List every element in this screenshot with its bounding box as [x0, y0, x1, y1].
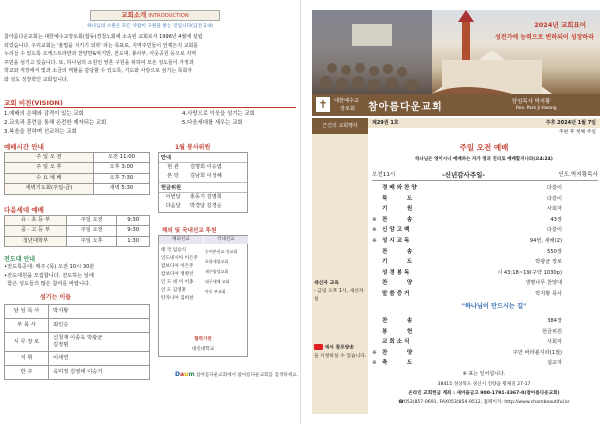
order-name: 묵 도 [382, 195, 413, 202]
vol-people: 김명희 이승엽 [190, 164, 222, 170]
evangelism-line: •전도특공대: 매주 (목) 오전 10시 30분 [4, 264, 95, 270]
elders-title: 섬기는 이들 [40, 294, 72, 301]
order-item [372, 337, 598, 348]
youtube-notice [314, 344, 368, 361]
order-name: 찬 양 [382, 349, 413, 356]
dept-hour: 9:30 [117, 216, 150, 226]
table-row [159, 202, 247, 211]
dept-name: 유 · 초 등 부 [5, 216, 67, 226]
table-row [5, 352, 150, 366]
order-item [372, 348, 598, 359]
evangelism-title: 전도대 안내 [4, 256, 36, 263]
stand-mark: ※ [372, 237, 377, 244]
order-item [372, 215, 598, 226]
intro-paragraph [4, 33, 296, 85]
order-name: 찬 송 [382, 248, 413, 255]
table-row [5, 173, 150, 183]
new-year-title: 새신자 교육 [314, 281, 339, 286]
dept-hour: 9:30 [117, 226, 150, 236]
worship-name: 주 일 오 후 [5, 163, 94, 173]
intro-line: 누리실 수 있도록 오케스트라반과 찬양반&악기반, 전도대, 봉사부, 아웃공원 등으로 지역 [4, 51, 197, 58]
bulletin-left-col [312, 118, 368, 414]
order-name: 교 회 소 식 [382, 339, 410, 346]
worship-name: 새벽기도회(주일-금) [5, 184, 94, 194]
order-who: 사회자 [546, 339, 562, 346]
table-row [5, 216, 150, 226]
order-of-worship [372, 183, 598, 300]
dept-hour: 1:30 [117, 236, 150, 246]
mission-item: 대구새에 교회 [205, 279, 230, 284]
order-who: 94번, 새해(2) [529, 237, 562, 244]
elders-table [4, 304, 150, 380]
stand-note: ※ 표는 일어섭니다. [462, 371, 506, 377]
order-name: 말 씀 증 거 [382, 290, 410, 297]
service-title: 주일 오전 예배 [459, 143, 509, 152]
order-who: 43장 [550, 216, 562, 223]
intro-header [90, 10, 220, 21]
mission-item: 인 도 네 이 이종 [161, 280, 194, 285]
order-item [372, 204, 598, 215]
offering-table [159, 193, 247, 212]
worship-name: 주 일 오 전 [5, 153, 94, 163]
intro-line: 주민을 섬기고 있습니다. 또, 하나님의 소원인 영혼 구원을 위하여 모든 성도들이 가정과 [4, 59, 194, 66]
order-who: 설교자 [546, 360, 562, 367]
vol-role: 이번달 [165, 193, 181, 200]
next-gen-title: 다음세대 예배 [4, 206, 44, 214]
order-item [372, 316, 598, 327]
role-people: 이세연 [49, 352, 150, 366]
vol-role: 다음달 [165, 203, 181, 210]
role-people: 박지황 [49, 305, 150, 319]
order-who: 시 43:18~19(구약 1030p) [497, 269, 562, 276]
order-who: 박광균 장로 [535, 259, 562, 266]
role-name: 시 무 장 로 [5, 333, 49, 352]
role-name: 부 목 사 [5, 319, 49, 333]
footer-contact: 온라인 교회헌금 계좌 : 새마을금고 900-1791-3367-0(참아름다운교회) [408, 391, 560, 396]
intro-title: 교회소개 [121, 11, 147, 19]
order-item [372, 289, 598, 300]
table-row [5, 236, 150, 246]
order-who: 사회자 [546, 206, 562, 213]
order-item [372, 327, 598, 338]
dept-time: 주일 오후 [66, 236, 116, 246]
vision-item: 1.예배의 은혜와 감격이 있는 교회 [4, 111, 84, 117]
table-row [5, 305, 150, 319]
issue-row [368, 118, 600, 128]
vision-title: 교회 비전(VISION) [4, 99, 63, 107]
vol-role: 현 관 [167, 164, 179, 170]
vision-item: 3.복음을 전하며 선교하는 교회 [4, 129, 77, 135]
volunteers-box [158, 152, 248, 213]
intro-title-en: INTRODUCTION [148, 13, 189, 19]
role-people: 신청재 이종욱 박광균 김정범 [49, 333, 150, 352]
mission-item: 인도네시아 이은주 [161, 256, 198, 261]
missions-title: 해외 및 국내선교 후원 [162, 228, 217, 234]
order-name: 경 배 와 찬 양 [382, 185, 417, 191]
worship-times-title: 예배시간 안내 [4, 143, 44, 151]
mission-item: 포항세광교회 [205, 259, 229, 264]
intro-line: 되었습니다. 우리교회는 '율법을 지키기 되라' 라는 목표로, 지역주민들이 언제든지 교회를 [4, 42, 199, 49]
stand-mark: ※ [372, 227, 377, 234]
order-item [372, 183, 598, 194]
order-of-worship-after [372, 316, 598, 369]
worship-name: 수 요 예 배 [5, 173, 94, 183]
dept-name: 청년대학부 [5, 236, 67, 246]
role-people: 최인승 [49, 319, 150, 333]
order-item [372, 257, 598, 268]
worship-times-table [4, 152, 150, 195]
stand-mark: ※ [372, 360, 377, 367]
table-row [159, 172, 247, 181]
offering-title: 헌금위원 [159, 182, 247, 193]
weekly-label: 주현 후 첫째 주일 [558, 130, 596, 135]
page-divider [300, 0, 301, 424]
next-gen-table [4, 215, 150, 247]
worship-time: 오전 11:00 [93, 153, 149, 163]
evangelism-box [4, 263, 150, 289]
order-item [372, 236, 598, 247]
order-who: 주만 바라볼지라(1절) [512, 349, 562, 356]
right-panel [304, 0, 600, 424]
service-row [372, 170, 598, 181]
mission-item: 아동 부교회 [205, 289, 226, 294]
order-item [372, 358, 598, 369]
cooperation-title: 협력기관 [194, 337, 212, 342]
sermon-series: -신년감사주일- [442, 171, 486, 179]
order-name: 봉 헌 [382, 328, 413, 335]
volunteers-title: 1월 봉사위원 [175, 144, 211, 151]
role-people: 옥미정 김영태 이승기 [49, 366, 150, 380]
order-who: 550장 [547, 248, 562, 255]
banner-motto: 성전가에 능력으로 변하되어 성장하라 [494, 34, 594, 41]
order-name: 축 도 [382, 360, 413, 367]
table-row [159, 163, 247, 172]
vol-people: 박경달 김경순 [190, 203, 222, 210]
stand-mark: ※ [372, 349, 377, 356]
role-name: 반 주 [5, 366, 49, 380]
order-name: 찬 송 [382, 216, 413, 223]
issue-date: 주후 2024년 1월 7일 [545, 120, 596, 126]
dept-time: 주일 오전 [66, 216, 116, 226]
guide-title: 안내 [159, 153, 247, 163]
worship-time: 새벽 5:30 [93, 184, 149, 194]
table-row [5, 163, 150, 173]
order-item [372, 278, 598, 289]
mission-item: 캄보디아 정병선 [161, 272, 194, 277]
order-name: 신 앙 고 백 [382, 227, 410, 234]
table-row [5, 226, 150, 236]
search-note-tail: 에서 참아름다운교회를 검색하세요. [227, 373, 299, 378]
dept-name: 중 · 고 등 부 [5, 226, 67, 236]
order-name: 찬 양 [382, 280, 413, 287]
worship-time: 오후 7:30 [93, 173, 149, 183]
left-col-header: 근건의 교회행사 [312, 118, 368, 134]
denomination-left: 대한예수교 [334, 98, 360, 104]
role-name: 지 휘 [5, 352, 49, 366]
intro-line: 참아름다운교회는 대한예수교장로회(합동)경청노회에 소속된 교회로서 1996년 4월에 설립 [4, 34, 203, 40]
order-name: 기 도 [382, 259, 413, 266]
overseas-list [161, 247, 203, 303]
order-who: 다같이 [546, 227, 562, 234]
order-who: 다같이 [546, 185, 562, 191]
evangelism-line: 함은 성도들의 많은 참여를 바랍니다. [4, 281, 91, 287]
mission-item: 인 도 김영훈 [161, 288, 187, 293]
banner-year: 2024년 교회표어 [534, 21, 586, 29]
worship-time: 오후 3:00 [93, 163, 149, 173]
order-item [372, 268, 598, 279]
cooperation-value: 대신대학교 [191, 347, 215, 352]
mission-item: 태 국 임승식 [161, 248, 187, 253]
overseas-title: 해외선교 [159, 236, 203, 244]
mission-item: 캄보디아 이은주 [161, 264, 194, 269]
order-name: 찬 송 [382, 318, 413, 324]
vision-item: 2.교육과 훈련을 통해 온전한 제자되는 교회 [4, 120, 107, 126]
order-who: 다같이 [546, 195, 562, 202]
footer-phone: ☎053)857-0691, FAX053)854-9512, 홈페이지: http://www.chambeautiful.kr [398, 400, 570, 405]
mission-item: 탄자니아 김희찬 [161, 296, 194, 301]
header-photo [312, 10, 600, 94]
order-item [372, 194, 598, 205]
evangelism-line: •전도대원을 모집합니다. 전도하는 일에 [4, 272, 94, 279]
order-who: 헌금위원 [541, 328, 562, 335]
order-name: 기 원 [382, 206, 413, 213]
sermon-title: "하나님이 만드시는 길" [461, 303, 527, 310]
service-time: 오전11시 [372, 172, 396, 178]
youtube-sub: 을 시청하실 수 있습니다. [314, 353, 367, 359]
dept-time: 주일 오전 [66, 226, 116, 236]
domestic-list [205, 247, 248, 297]
mission-item: 제주양성교회 [205, 269, 229, 274]
vol-people: 김남희 이성혜 [190, 173, 222, 180]
table-row [5, 319, 150, 333]
vol-people: 홍동기 김명희 [190, 193, 222, 200]
pastor-name: 담임목사 박지황 [512, 99, 551, 105]
footer [368, 380, 600, 407]
vision-divider [4, 107, 296, 108]
service-theme: 하나님은 영이시니 예배하는 자가 영과 진리로 예배할지니라(요4:24) [415, 157, 553, 162]
intro-line: 학교와 직장에서 빛과 소금의 역할을 감당할 수 있도록, 기도와 사랑으로 섬기는 목회자 [4, 68, 193, 75]
youtube-icon [314, 344, 323, 350]
table-row [5, 366, 150, 380]
cross-logo-icon: ✝ [316, 97, 330, 112]
pastor-name-en: Rev. Park Ji Hwang [516, 106, 557, 111]
missions-box [158, 235, 248, 357]
intro-line: 와 성도 성장학인 교회입니다. [4, 76, 69, 83]
order-who: 생명나무 찬양대 [525, 280, 562, 287]
table-row [5, 333, 150, 352]
issue-number: 제29권 1호 [372, 120, 399, 126]
church-bar [312, 94, 600, 116]
stand-mark: ※ [372, 216, 377, 223]
vol-role: 본 당 [167, 173, 179, 180]
table-row [5, 184, 150, 194]
table-row [5, 153, 150, 163]
order-item [372, 225, 598, 236]
new-year-sub: - 금일 오후 1시, 새신자실 [314, 289, 364, 302]
domestic-title: 국내선교 [204, 236, 248, 244]
search-note-text: 참아름다운교회 [196, 373, 228, 378]
order-item [372, 247, 598, 258]
church-name: 참아름다운교회 [368, 102, 443, 113]
order-name: 성 경 봉 독 [382, 269, 410, 276]
order-who: 박지황 목사 [535, 290, 562, 297]
youtube-label: 에서 참포방송 [324, 345, 355, 351]
intro-verse: 하나님의 소원은 모든 사람이 구원을 받는 것입니다(딤전 2:4) [87, 24, 213, 29]
new-year-notice [314, 280, 366, 304]
order-name: 성 시 교 독 [382, 237, 410, 244]
footer-address: 38415 경상북도 경산시 진량읍 황제길 27-17 [437, 382, 531, 387]
daum-logo: Daum [175, 371, 195, 378]
table-row [159, 193, 247, 202]
vision-item: 4.사랑으로 이웃을 섬기는 교회 [182, 111, 255, 117]
denomination-right: 장로회 [340, 106, 356, 112]
mission-item: 농어촌선교 선교회 [205, 249, 238, 254]
service-leader: 인도.박지황목사 [558, 172, 598, 178]
search-note [196, 372, 298, 378]
role-name: 담 임 목 사 [5, 305, 49, 319]
guide-table [159, 163, 247, 182]
order-who: 384장 [547, 318, 562, 324]
vision-item: 5.다음세대를 세우는 교회 [182, 120, 243, 126]
